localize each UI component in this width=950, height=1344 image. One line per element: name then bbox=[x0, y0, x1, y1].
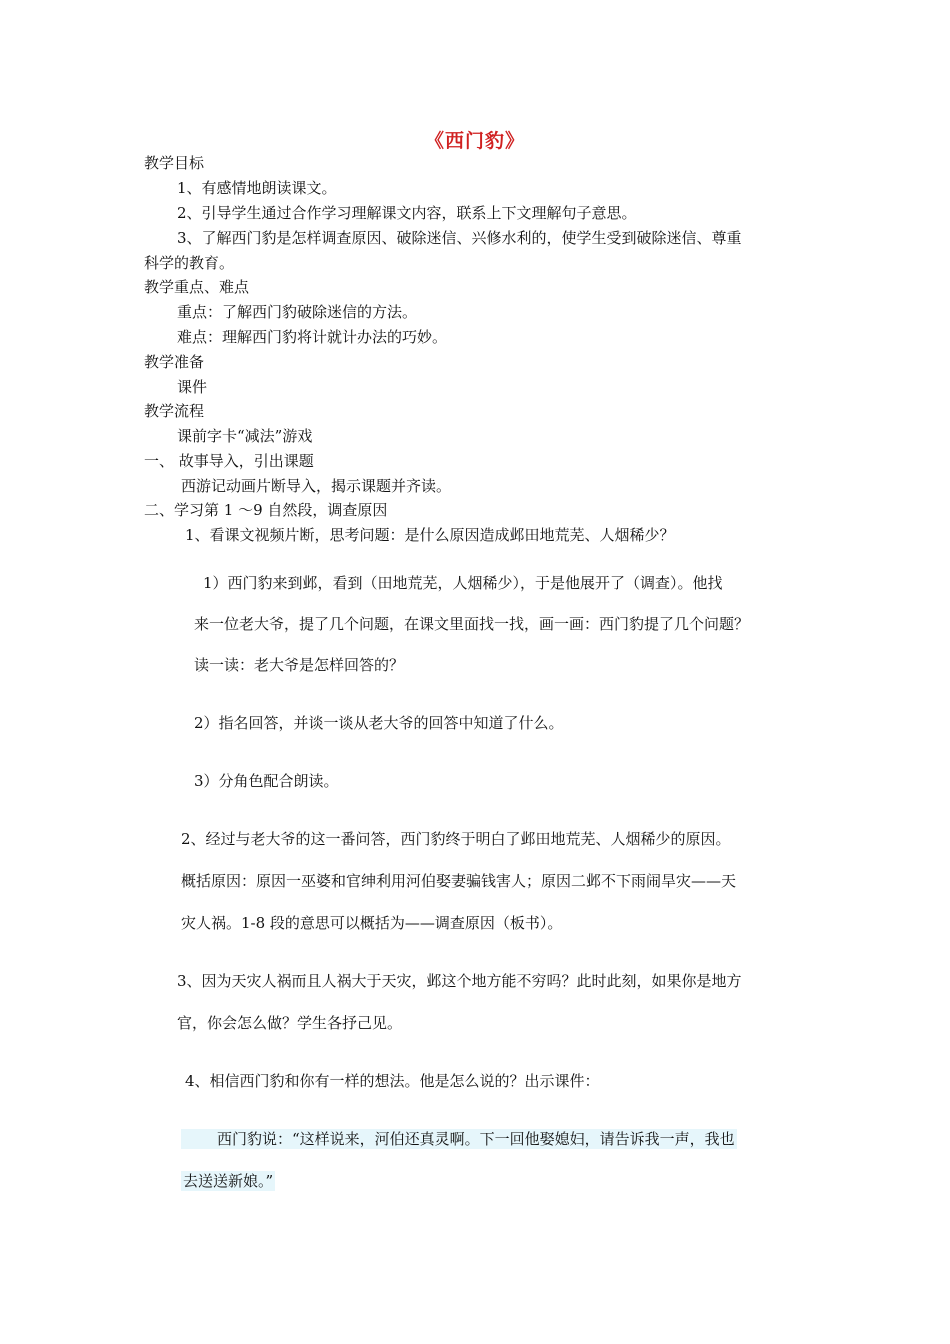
preparation-item: 课件 bbox=[177, 378, 208, 396]
sub-step-2: 2）指名回答，并谈一谈从老大爷的回答中知道了什么。 bbox=[194, 714, 564, 732]
warmup-game: 课前字卡“减法”游戏 bbox=[177, 427, 313, 445]
quote-text-2: 去送送新娘。” bbox=[183, 1172, 274, 1190]
heading-key-points: 教学重点、难点 bbox=[144, 278, 250, 296]
section-2-heading: 二、学习第 1 ～9 自然段，调查原因 bbox=[144, 501, 388, 519]
step-2-cont-b: 灾人祸。1-8 段的意思可以概括为——调查原因（板书）。 bbox=[181, 914, 563, 932]
document-title: 《西门豹》 bbox=[424, 130, 525, 152]
step-3: 3、因为天灾人祸而且人祸大于天灾，邺这个地方能不穷吗？此时此刻，如果你是地方 bbox=[177, 972, 742, 990]
difficult-point: 难点：理解西门豹将计就计办法的巧妙。 bbox=[177, 328, 448, 346]
objective-3-cont: 科学的教育。 bbox=[144, 254, 235, 272]
objective-3: 3、了解西门豹是怎样调查原因、破除迷信、兴修水利的，使学生受到破除迷信、尊重 bbox=[177, 229, 742, 247]
heading-preparation: 教学准备 bbox=[144, 353, 205, 371]
quote-line-2 bbox=[181, 1171, 275, 1191]
section-1-heading: 一、 故事导入，引出课题 bbox=[144, 452, 314, 470]
step-4: 4、相信西门豹和你有一样的想法。他是怎么说的？出示课件： bbox=[185, 1072, 600, 1090]
key-point: 重点：了解西门豹破除迷信的方法。 bbox=[177, 303, 418, 321]
sub-step-3: 3）分角色配合朗读。 bbox=[194, 772, 339, 790]
quote-text-1: 西门豹说：“这样说来，河伯还真灵啊。下一回他娶媳妇，请告诉我一声，我也 bbox=[181, 1129, 737, 1149]
sub-step-1-cont-a: 来一位老大爷，提了几个问题，在课文里面找一找，画一画：西门豹提了几个问题？ bbox=[194, 615, 750, 633]
step-1: 1、看课文视频片断，思考问题：是什么原因造成邺田地荒芜、人烟稀少？ bbox=[185, 526, 675, 544]
sub-step-1-cont-b: 读一读：老大爷是怎样回答的？ bbox=[194, 656, 405, 674]
step-2: 2、经过与老大爷的这一番问答，西门豹终于明白了邺田地荒芜、人烟稀少的原因。 bbox=[181, 830, 731, 848]
step-3-cont: 官，你会怎么做？学生各抒己见。 bbox=[177, 1014, 403, 1032]
quote-line-1 bbox=[181, 1129, 737, 1149]
objective-1: 1、有感情地朗读课文。 bbox=[177, 179, 337, 197]
heading-process: 教学流程 bbox=[144, 402, 205, 420]
step-2-cont-a: 概括原因：原因一巫婆和官绅利用河伯娶妻骗钱害人；原因二邺不下雨闹旱灾——天 bbox=[181, 872, 737, 890]
section-1-text: 西游记动画片断导入，揭示课题并齐读。 bbox=[181, 477, 452, 495]
heading-objectives: 教学目标 bbox=[144, 154, 205, 172]
objective-2: 2、引导学生通过合作学习理解课文内容，联系上下文理解句子意思。 bbox=[177, 204, 637, 222]
sub-step-1: 1）西门豹来到邺，看到（田地荒芜，人烟稀少），于是他展开了（调查）。他找 bbox=[203, 574, 723, 592]
